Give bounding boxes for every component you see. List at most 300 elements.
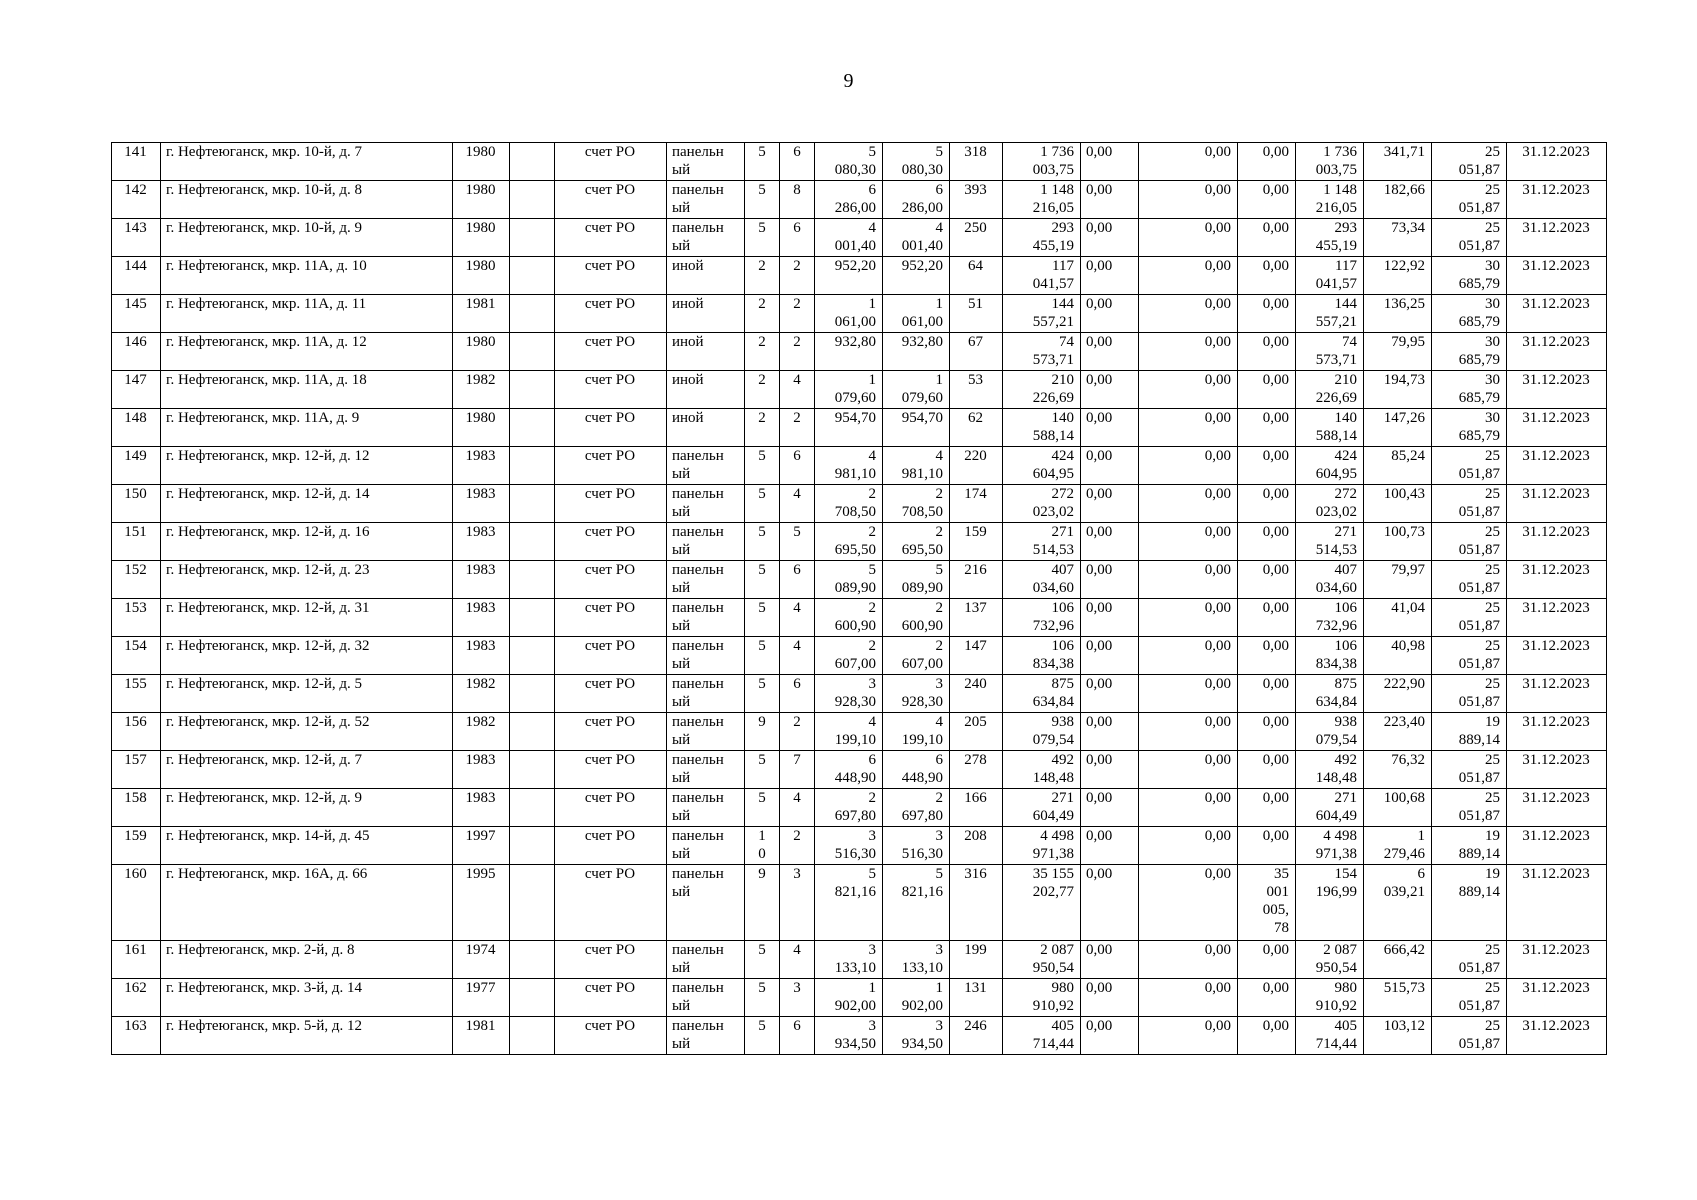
- cell-living-area: 6 448,90: [883, 751, 950, 789]
- cell-fund-method: счет РО: [555, 675, 667, 713]
- cell-deadline: 31.12.2023: [1507, 941, 1607, 979]
- cell-year-built: 1974: [453, 941, 510, 979]
- cell-entrances: 4: [780, 637, 815, 675]
- cell-floors: 2: [745, 371, 780, 409]
- cell-address: г. Нефтеюганск, мкр. 11А, д. 18: [161, 371, 453, 409]
- cell-deadline: 31.12.2023: [1507, 713, 1607, 751]
- table-row: [112, 371, 1607, 409]
- cell-living-area: 952,20: [883, 257, 950, 295]
- cell-subsidy-regional: 0,00: [1139, 523, 1238, 561]
- cell-subsidy-federal: 0,00: [1081, 713, 1139, 751]
- cell-owner-funds: 272 023,02: [1296, 485, 1364, 523]
- cell-blank: [510, 333, 555, 371]
- cell-blank: [510, 485, 555, 523]
- cell-cost-per-sqm: 103,12: [1364, 1017, 1432, 1055]
- cell-address: г. Нефтеюганск, мкр. 12-й, д. 12: [161, 447, 453, 485]
- cell-wall-material: иной: [667, 295, 745, 333]
- cell-cost-per-sqm: 100,68: [1364, 789, 1432, 827]
- table-row: [112, 257, 1607, 295]
- cell-row-number: 142: [112, 181, 161, 219]
- cell-owner-funds: 424 604,95: [1296, 447, 1364, 485]
- cell-wall-material: иной: [667, 371, 745, 409]
- cell-subsidy-federal: 0,00: [1081, 599, 1139, 637]
- cell-residents: 51: [950, 295, 1003, 333]
- cell-cost-per-sqm: 136,25: [1364, 295, 1432, 333]
- cell-subsidy-local: 0,00: [1238, 1017, 1296, 1055]
- cell-living-area: 3 516,30: [883, 827, 950, 865]
- cell-address: г. Нефтеюганск, мкр. 11А, д. 10: [161, 257, 453, 295]
- cell-estimated-cost: 271 514,53: [1003, 523, 1081, 561]
- cell-subsidy-local: 0,00: [1238, 371, 1296, 409]
- table-row: [112, 295, 1607, 333]
- cell-floors: 5: [745, 789, 780, 827]
- cell-row-number: 150: [112, 485, 161, 523]
- housing-table: [111, 142, 1607, 1055]
- cell-total-area: 6 448,90: [815, 751, 883, 789]
- cell-deadline: 31.12.2023: [1507, 295, 1607, 333]
- cell-blank: [510, 789, 555, 827]
- cell-fund-method: счет РО: [555, 1017, 667, 1055]
- cell-row-number: 158: [112, 789, 161, 827]
- cell-residents: 246: [950, 1017, 1003, 1055]
- cell-residents: 318: [950, 143, 1003, 181]
- cell-total-area: 3 516,30: [815, 827, 883, 865]
- cell-fund-method: счет РО: [555, 181, 667, 219]
- cell-floors: 5: [745, 1017, 780, 1055]
- cell-deadline: 31.12.2023: [1507, 599, 1607, 637]
- cell-wall-material: панельн ый: [667, 447, 745, 485]
- cell-deadline: 31.12.2023: [1507, 1017, 1607, 1055]
- cell-wall-material: иной: [667, 409, 745, 447]
- cell-total-area: 3 934,50: [815, 1017, 883, 1055]
- cell-total-area: 5 089,90: [815, 561, 883, 599]
- cell-estimated-cost: 106 834,38: [1003, 637, 1081, 675]
- cell-owner-funds: 117 041,57: [1296, 257, 1364, 295]
- cell-subsidy-federal: 0,00: [1081, 751, 1139, 789]
- cell-year-built: 1983: [453, 485, 510, 523]
- cell-cost-per-sqm: 79,95: [1364, 333, 1432, 371]
- cell-entrances: 2: [780, 257, 815, 295]
- cell-address: г. Нефтеюганск, мкр. 12-й, д. 9: [161, 789, 453, 827]
- cell-floors: 1 0: [745, 827, 780, 865]
- cell-residents: 62: [950, 409, 1003, 447]
- cell-residents: 131: [950, 979, 1003, 1017]
- cell-floors: 9: [745, 713, 780, 751]
- cell-estimated-cost: 405 714,44: [1003, 1017, 1081, 1055]
- cell-blank: [510, 713, 555, 751]
- cell-row-number: 143: [112, 219, 161, 257]
- cell-subsidy-local: 0,00: [1238, 941, 1296, 979]
- cell-owner-funds: 1 736 003,75: [1296, 143, 1364, 181]
- cell-wall-material: панельн ый: [667, 143, 745, 181]
- table-row: [112, 181, 1607, 219]
- cell-cost-per-sqm: 666,42: [1364, 941, 1432, 979]
- table-row: [112, 713, 1607, 751]
- cell-estimated-cost: 144 557,21: [1003, 295, 1081, 333]
- cell-subsidy-federal: 0,00: [1081, 485, 1139, 523]
- cell-blank: [510, 751, 555, 789]
- cell-subsidy-regional: 0,00: [1139, 713, 1238, 751]
- cell-max-cost-per-sqm: 25 051,87: [1432, 751, 1507, 789]
- cell-total-area: 954,70: [815, 409, 883, 447]
- cell-wall-material: панельн ый: [667, 713, 745, 751]
- cell-fund-method: счет РО: [555, 333, 667, 371]
- cell-total-area: 2 607,00: [815, 637, 883, 675]
- cell-fund-method: счет РО: [555, 789, 667, 827]
- cell-wall-material: панельн ый: [667, 751, 745, 789]
- cell-blank: [510, 219, 555, 257]
- cell-entrances: 4: [780, 789, 815, 827]
- cell-row-number: 161: [112, 941, 161, 979]
- cell-entrances: 3: [780, 979, 815, 1017]
- cell-subsidy-regional: 0,00: [1139, 827, 1238, 865]
- cell-address: г. Нефтеюганск, мкр. 11А, д. 12: [161, 333, 453, 371]
- cell-residents: 159: [950, 523, 1003, 561]
- cell-deadline: 31.12.2023: [1507, 865, 1607, 941]
- cell-subsidy-federal: 0,00: [1081, 789, 1139, 827]
- cell-living-area: 2 695,50: [883, 523, 950, 561]
- cell-fund-method: счет РО: [555, 371, 667, 409]
- cell-blank: [510, 295, 555, 333]
- cell-living-area: 932,80: [883, 333, 950, 371]
- cell-wall-material: панельн ый: [667, 979, 745, 1017]
- cell-row-number: 154: [112, 637, 161, 675]
- cell-deadline: 31.12.2023: [1507, 523, 1607, 561]
- cell-entrances: 6: [780, 675, 815, 713]
- cell-row-number: 153: [112, 599, 161, 637]
- cell-entrances: 8: [780, 181, 815, 219]
- cell-subsidy-regional: 0,00: [1139, 371, 1238, 409]
- cell-owner-funds: 405 714,44: [1296, 1017, 1364, 1055]
- cell-subsidy-local: 0,00: [1238, 333, 1296, 371]
- cell-floors: 5: [745, 979, 780, 1017]
- cell-wall-material: иной: [667, 333, 745, 371]
- cell-cost-per-sqm: 85,24: [1364, 447, 1432, 485]
- cell-blank: [510, 447, 555, 485]
- cell-subsidy-federal: 0,00: [1081, 257, 1139, 295]
- cell-blank: [510, 599, 555, 637]
- cell-entrances: 6: [780, 561, 815, 599]
- cell-fund-method: счет РО: [555, 447, 667, 485]
- cell-fund-method: счет РО: [555, 865, 667, 941]
- cell-owner-funds: 1 148 216,05: [1296, 181, 1364, 219]
- cell-subsidy-federal: 0,00: [1081, 181, 1139, 219]
- cell-estimated-cost: 117 041,57: [1003, 257, 1081, 295]
- cell-subsidy-local: 0,00: [1238, 523, 1296, 561]
- cell-owner-funds: 271 514,53: [1296, 523, 1364, 561]
- cell-deadline: 31.12.2023: [1507, 143, 1607, 181]
- cell-floors: 5: [745, 447, 780, 485]
- cell-max-cost-per-sqm: 25 051,87: [1432, 219, 1507, 257]
- cell-total-area: 3 928,30: [815, 675, 883, 713]
- cell-blank: [510, 941, 555, 979]
- cell-fund-method: счет РО: [555, 485, 667, 523]
- cell-row-number: 160: [112, 865, 161, 941]
- cell-wall-material: панельн ый: [667, 1017, 745, 1055]
- cell-deadline: 31.12.2023: [1507, 333, 1607, 371]
- cell-subsidy-regional: 0,00: [1139, 333, 1238, 371]
- cell-max-cost-per-sqm: 30 685,79: [1432, 371, 1507, 409]
- cell-fund-method: счет РО: [555, 637, 667, 675]
- table-row: [112, 143, 1607, 181]
- cell-blank: [510, 637, 555, 675]
- cell-estimated-cost: 74 573,71: [1003, 333, 1081, 371]
- cell-residents: 64: [950, 257, 1003, 295]
- cell-address: г. Нефтеюганск, мкр. 10-й, д. 7: [161, 143, 453, 181]
- cell-floors: 5: [745, 561, 780, 599]
- cell-address: г. Нефтеюганск, мкр. 5-й, д. 12: [161, 1017, 453, 1055]
- cell-total-area: 3 133,10: [815, 941, 883, 979]
- cell-address: г. Нефтеюганск, мкр. 11А, д. 11: [161, 295, 453, 333]
- cell-year-built: 1982: [453, 371, 510, 409]
- cell-subsidy-local: 0,00: [1238, 219, 1296, 257]
- cell-wall-material: панельн ый: [667, 941, 745, 979]
- cell-total-area: 952,20: [815, 257, 883, 295]
- cell-subsidy-local: 0,00: [1238, 181, 1296, 219]
- cell-subsidy-federal: 0,00: [1081, 333, 1139, 371]
- cell-fund-method: счет РО: [555, 941, 667, 979]
- cell-deadline: 31.12.2023: [1507, 751, 1607, 789]
- cell-living-area: 2 708,50: [883, 485, 950, 523]
- cell-living-area: 4 981,10: [883, 447, 950, 485]
- cell-estimated-cost: 875 634,84: [1003, 675, 1081, 713]
- cell-residents: 316: [950, 865, 1003, 941]
- cell-subsidy-regional: 0,00: [1139, 295, 1238, 333]
- cell-subsidy-regional: 0,00: [1139, 219, 1238, 257]
- cell-estimated-cost: 4 498 971,38: [1003, 827, 1081, 865]
- cell-estimated-cost: 210 226,69: [1003, 371, 1081, 409]
- cell-wall-material: панельн ый: [667, 675, 745, 713]
- cell-floors: 2: [745, 257, 780, 295]
- cell-max-cost-per-sqm: 25 051,87: [1432, 789, 1507, 827]
- cell-address: г. Нефтеюганск, мкр. 12-й, д. 14: [161, 485, 453, 523]
- cell-max-cost-per-sqm: 25 051,87: [1432, 1017, 1507, 1055]
- cell-cost-per-sqm: 194,73: [1364, 371, 1432, 409]
- cell-row-number: 141: [112, 143, 161, 181]
- cell-residents: 216: [950, 561, 1003, 599]
- cell-blank: [510, 143, 555, 181]
- cell-blank: [510, 827, 555, 865]
- cell-deadline: 31.12.2023: [1507, 637, 1607, 675]
- table-row: [112, 447, 1607, 485]
- cell-cost-per-sqm: 182,66: [1364, 181, 1432, 219]
- cell-year-built: 1981: [453, 1017, 510, 1055]
- cell-address: г. Нефтеюганск, мкр. 12-й, д. 23: [161, 561, 453, 599]
- cell-living-area: 1 061,00: [883, 295, 950, 333]
- cell-owner-funds: 154 196,99: [1296, 865, 1364, 941]
- cell-entrances: 4: [780, 371, 815, 409]
- cell-address: г. Нефтеюганск, мкр. 12-й, д. 32: [161, 637, 453, 675]
- cell-subsidy-local: 0,00: [1238, 599, 1296, 637]
- cell-residents: 137: [950, 599, 1003, 637]
- cell-estimated-cost: 271 604,49: [1003, 789, 1081, 827]
- cell-year-built: 1980: [453, 257, 510, 295]
- cell-cost-per-sqm: 341,71: [1364, 143, 1432, 181]
- cell-wall-material: панельн ый: [667, 561, 745, 599]
- cell-entrances: 7: [780, 751, 815, 789]
- cell-deadline: 31.12.2023: [1507, 181, 1607, 219]
- cell-address: г. Нефтеюганск, мкр. 12-й, д. 5: [161, 675, 453, 713]
- cell-subsidy-federal: 0,00: [1081, 447, 1139, 485]
- cell-wall-material: панельн ый: [667, 219, 745, 257]
- cell-subsidy-local: 0,00: [1238, 675, 1296, 713]
- cell-subsidy-regional: 0,00: [1139, 257, 1238, 295]
- cell-wall-material: панельн ый: [667, 181, 745, 219]
- cell-blank: [510, 409, 555, 447]
- cell-residents: 174: [950, 485, 1003, 523]
- cell-estimated-cost: 424 604,95: [1003, 447, 1081, 485]
- cell-living-area: 2 607,00: [883, 637, 950, 675]
- table-row: [112, 409, 1607, 447]
- cell-deadline: 31.12.2023: [1507, 409, 1607, 447]
- cell-living-area: 954,70: [883, 409, 950, 447]
- cell-estimated-cost: 938 079,54: [1003, 713, 1081, 751]
- cell-address: г. Нефтеюганск, мкр. 12-й, д. 7: [161, 751, 453, 789]
- cell-owner-funds: 492 148,48: [1296, 751, 1364, 789]
- cell-living-area: 4 199,10: [883, 713, 950, 751]
- cell-residents: 393: [950, 181, 1003, 219]
- cell-owner-funds: 875 634,84: [1296, 675, 1364, 713]
- cell-row-number: 162: [112, 979, 161, 1017]
- cell-year-built: 1980: [453, 219, 510, 257]
- cell-year-built: 1983: [453, 637, 510, 675]
- table-row: [112, 789, 1607, 827]
- cell-row-number: 151: [112, 523, 161, 561]
- cell-max-cost-per-sqm: 25 051,87: [1432, 181, 1507, 219]
- cell-total-area: 5 821,16: [815, 865, 883, 941]
- cell-subsidy-local: 0,00: [1238, 637, 1296, 675]
- cell-entrances: 3: [780, 865, 815, 941]
- cell-entrances: 2: [780, 713, 815, 751]
- cell-wall-material: иной: [667, 257, 745, 295]
- cell-subsidy-local: 0,00: [1238, 257, 1296, 295]
- cell-max-cost-per-sqm: 30 685,79: [1432, 295, 1507, 333]
- cell-subsidy-local: 0,00: [1238, 827, 1296, 865]
- cell-deadline: 31.12.2023: [1507, 827, 1607, 865]
- cell-subsidy-federal: 0,00: [1081, 219, 1139, 257]
- cell-floors: 2: [745, 409, 780, 447]
- cell-total-area: 5 080,30: [815, 143, 883, 181]
- table-row: [112, 827, 1607, 865]
- cell-cost-per-sqm: 223,40: [1364, 713, 1432, 751]
- cell-year-built: 1983: [453, 599, 510, 637]
- cell-cost-per-sqm: 79,97: [1364, 561, 1432, 599]
- table-row: [112, 637, 1607, 675]
- cell-entrances: 2: [780, 827, 815, 865]
- cell-cost-per-sqm: 515,73: [1364, 979, 1432, 1017]
- cell-subsidy-federal: 0,00: [1081, 371, 1139, 409]
- cell-owner-funds: 2 087 950,54: [1296, 941, 1364, 979]
- cell-wall-material: панельн ый: [667, 485, 745, 523]
- cell-residents: 166: [950, 789, 1003, 827]
- cell-residents: 250: [950, 219, 1003, 257]
- cell-deadline: 31.12.2023: [1507, 485, 1607, 523]
- cell-subsidy-federal: 0,00: [1081, 637, 1139, 675]
- cell-subsidy-regional: 0,00: [1139, 181, 1238, 219]
- cell-total-area: 2 697,80: [815, 789, 883, 827]
- cell-subsidy-local: 0,00: [1238, 789, 1296, 827]
- table-row: [112, 219, 1607, 257]
- cell-blank: [510, 257, 555, 295]
- cell-year-built: 1982: [453, 675, 510, 713]
- cell-address: г. Нефтеюганск, мкр. 12-й, д. 31: [161, 599, 453, 637]
- cell-subsidy-federal: 0,00: [1081, 143, 1139, 181]
- cell-residents: 205: [950, 713, 1003, 751]
- cell-owner-funds: 144 557,21: [1296, 295, 1364, 333]
- table-row: [112, 561, 1607, 599]
- cell-wall-material: панельн ый: [667, 523, 745, 561]
- cell-deadline: 31.12.2023: [1507, 447, 1607, 485]
- cell-residents: 199: [950, 941, 1003, 979]
- cell-max-cost-per-sqm: 25 051,87: [1432, 485, 1507, 523]
- cell-max-cost-per-sqm: 19 889,14: [1432, 713, 1507, 751]
- cell-living-area: 5 080,30: [883, 143, 950, 181]
- cell-cost-per-sqm: 1 279,46: [1364, 827, 1432, 865]
- cell-blank: [510, 181, 555, 219]
- cell-owner-funds: 938 079,54: [1296, 713, 1364, 751]
- cell-living-area: 6 286,00: [883, 181, 950, 219]
- cell-subsidy-local: 0,00: [1238, 409, 1296, 447]
- cell-subsidy-regional: 0,00: [1139, 637, 1238, 675]
- cell-fund-method: счет РО: [555, 599, 667, 637]
- cell-max-cost-per-sqm: 25 051,87: [1432, 675, 1507, 713]
- cell-subsidy-local: 0,00: [1238, 447, 1296, 485]
- cell-entrances: 5: [780, 523, 815, 561]
- cell-subsidy-federal: 0,00: [1081, 827, 1139, 865]
- cell-year-built: 1983: [453, 751, 510, 789]
- cell-row-number: 152: [112, 561, 161, 599]
- cell-owner-funds: 980 910,92: [1296, 979, 1364, 1017]
- cell-subsidy-federal: 0,00: [1081, 561, 1139, 599]
- table-row: [112, 333, 1607, 371]
- cell-max-cost-per-sqm: 25 051,87: [1432, 941, 1507, 979]
- cell-entrances: 2: [780, 333, 815, 371]
- cell-max-cost-per-sqm: 30 685,79: [1432, 257, 1507, 295]
- cell-estimated-cost: 1 736 003,75: [1003, 143, 1081, 181]
- cell-subsidy-regional: 0,00: [1139, 409, 1238, 447]
- cell-fund-method: счет РО: [555, 523, 667, 561]
- cell-blank: [510, 1017, 555, 1055]
- cell-subsidy-regional: 0,00: [1139, 485, 1238, 523]
- cell-floors: 5: [745, 181, 780, 219]
- cell-address: г. Нефтеюганск, мкр. 10-й, д. 9: [161, 219, 453, 257]
- cell-living-area: 4 001,40: [883, 219, 950, 257]
- table-row: [112, 485, 1607, 523]
- cell-subsidy-local: 0,00: [1238, 713, 1296, 751]
- cell-cost-per-sqm: 147,26: [1364, 409, 1432, 447]
- cell-fund-method: счет РО: [555, 143, 667, 181]
- cell-subsidy-regional: 0,00: [1139, 599, 1238, 637]
- page-number: 9: [843, 70, 854, 92]
- cell-entrances: 4: [780, 941, 815, 979]
- cell-subsidy-regional: 0,00: [1139, 675, 1238, 713]
- table-row: [112, 865, 1607, 941]
- cell-subsidy-local: 0,00: [1238, 143, 1296, 181]
- cell-address: г. Нефтеюганск, мкр. 2-й, д. 8: [161, 941, 453, 979]
- cell-total-area: 6 286,00: [815, 181, 883, 219]
- cell-year-built: 1997: [453, 827, 510, 865]
- cell-estimated-cost: 407 034,60: [1003, 561, 1081, 599]
- cell-address: г. Нефтеюганск, мкр. 12-й, д. 16: [161, 523, 453, 561]
- cell-cost-per-sqm: 76,32: [1364, 751, 1432, 789]
- cell-total-area: 1 061,00: [815, 295, 883, 333]
- cell-living-area: 1 902,00: [883, 979, 950, 1017]
- cell-max-cost-per-sqm: 25 051,87: [1432, 523, 1507, 561]
- cell-max-cost-per-sqm: 25 051,87: [1432, 447, 1507, 485]
- cell-subsidy-federal: 0,00: [1081, 295, 1139, 333]
- cell-estimated-cost: 140 588,14: [1003, 409, 1081, 447]
- cell-max-cost-per-sqm: 30 685,79: [1432, 409, 1507, 447]
